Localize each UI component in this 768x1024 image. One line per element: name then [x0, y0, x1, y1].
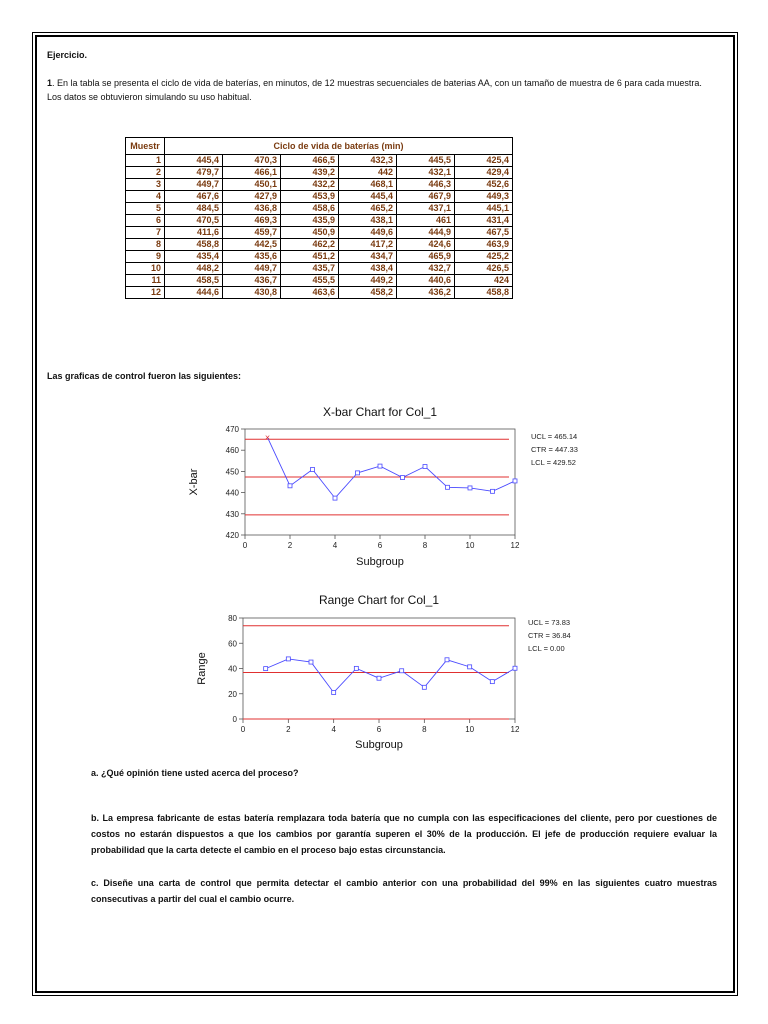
table-cell: 432,1	[397, 167, 455, 179]
table-cell: 453,9	[281, 191, 339, 203]
x-tick-label: 4	[332, 541, 338, 550]
table-row	[126, 287, 513, 299]
y-tick-label: 440	[225, 488, 239, 498]
table-row	[126, 191, 513, 203]
table-cell: 435,7	[281, 263, 339, 275]
y-tick-label: 20	[228, 689, 237, 699]
limit-label: CTR = 36.84	[528, 631, 571, 640]
charts-intro: Las graficas de control fueron las siguientes:	[47, 371, 242, 381]
x-axis-label: Subgroup	[355, 739, 403, 751]
table-cell: 458,5	[165, 275, 223, 287]
data-point	[422, 685, 426, 689]
data-point	[309, 660, 313, 664]
limit-label: LCL = 429.52	[531, 458, 576, 467]
data-point	[378, 464, 382, 468]
table-row	[126, 239, 513, 251]
table-cell: 436,7	[223, 275, 281, 287]
table-cell: 442	[339, 167, 397, 179]
table-row	[126, 263, 513, 275]
row-number: 7	[126, 227, 165, 239]
data-point	[468, 665, 472, 669]
y-tick-label: 60	[228, 639, 237, 649]
table-row	[126, 227, 513, 239]
row-number: 3	[126, 179, 165, 191]
row-number: 2	[126, 167, 165, 179]
data-point	[400, 669, 404, 673]
y-tick-label: 470	[225, 425, 239, 434]
table-cell: 467,6	[165, 191, 223, 203]
row-number: 10	[126, 263, 165, 275]
table-row	[126, 203, 513, 215]
table-cell: 466,1	[223, 167, 281, 179]
data-point	[377, 676, 381, 680]
table-cell: 467,9	[397, 191, 455, 203]
y-axis-label: Range	[196, 652, 208, 685]
table-cell: 449,6	[339, 227, 397, 239]
row-number: 8	[126, 239, 165, 251]
y-tick-label: 420	[225, 531, 239, 540]
row-number: 5	[126, 203, 165, 215]
x-tick-label: 6	[377, 541, 383, 550]
table-cell: 445,1	[455, 203, 513, 215]
table-cell: 458,6	[281, 203, 339, 215]
table-cell: 444,9	[397, 227, 455, 239]
table-cell: 425,2	[455, 251, 513, 263]
table-row	[126, 215, 513, 227]
table-cell: 452,6	[455, 179, 513, 191]
table-cell: 434,7	[339, 251, 397, 263]
table-cell: 417,2	[339, 239, 397, 251]
row-number: 4	[126, 191, 165, 203]
x-tick-label: 2	[287, 541, 293, 550]
table-cell: 484,5	[165, 203, 223, 215]
data-point	[333, 496, 337, 500]
y-tick-label: 460	[225, 446, 239, 456]
table-cell: 437,1	[397, 203, 455, 215]
data-table	[125, 137, 513, 299]
y-tick-label: 40	[228, 664, 237, 674]
table-cell: 450,1	[223, 179, 281, 191]
exercise-heading: Ejercicio.	[47, 50, 88, 60]
series-line	[268, 437, 516, 498]
table-cell: 455,5	[281, 275, 339, 287]
xbar-chart	[185, 400, 578, 575]
data-point	[490, 680, 494, 684]
data-point	[445, 658, 449, 662]
table-row	[126, 179, 513, 191]
table-group-header: Ciclo de vida de baterías (min)	[165, 138, 513, 155]
x-tick-label: 10	[465, 541, 475, 550]
table-cell: 442,5	[223, 239, 281, 251]
table-cell: 425,4	[455, 155, 513, 167]
table-cell: 467,5	[455, 227, 513, 239]
limit-label: CTR = 447.33	[531, 445, 578, 454]
table-cell: 444,6	[165, 287, 223, 299]
data-point	[513, 666, 517, 670]
table-cell: 424,6	[397, 239, 455, 251]
data-point	[513, 479, 517, 483]
table-cell: 465,2	[339, 203, 397, 215]
limit-label: LCL = 0.00	[528, 644, 565, 653]
table-cell: 445,5	[397, 155, 455, 167]
question-c: c. Diseñe una carta de control que permita detectar el cambio anterior con una probabilidad del 99% en las siguientes cuatro muestras consecutivas a partir del cual el cambio ocurre.	[91, 878, 717, 904]
table-cell: 435,9	[281, 215, 339, 227]
x-tick-label: 2	[286, 725, 291, 734]
table-row	[126, 251, 513, 263]
table-cell: 432,2	[281, 179, 339, 191]
y-tick-label: 450	[225, 467, 239, 477]
table-cell: 470,3	[223, 155, 281, 167]
table-cell: 449,3	[455, 191, 513, 203]
data-point	[446, 485, 450, 489]
data-point	[332, 690, 336, 694]
x-tick-label: 0	[242, 541, 248, 550]
data-point	[356, 471, 360, 475]
table-cell: 449,2	[339, 275, 397, 287]
data-point	[491, 489, 495, 493]
row-number: 9	[126, 251, 165, 263]
table-cell: 469,3	[223, 215, 281, 227]
limit-label: UCL = 465.14	[531, 432, 578, 441]
intro-paragraph	[47, 76, 717, 104]
table-cell: 446,3	[397, 179, 455, 191]
table-cell: 438,4	[339, 263, 397, 275]
plot-frame	[243, 618, 515, 719]
x-tick-label: 12	[510, 725, 520, 734]
table-cell: 463,9	[455, 239, 513, 251]
table-cell: 458,2	[339, 287, 397, 299]
intro-number: 1	[47, 78, 53, 88]
limit-label: UCL = 73.83	[528, 618, 571, 627]
table-cell: 445,4	[339, 191, 397, 203]
table-cell: 466,5	[281, 155, 339, 167]
table-cell: 479,7	[165, 167, 223, 179]
table-cell: 432,7	[397, 263, 455, 275]
table-cell: 424	[455, 275, 513, 287]
table-cell: 436,8	[223, 203, 281, 215]
table-cell: 449,7	[223, 263, 281, 275]
x-tick-label: 8	[422, 725, 427, 734]
table-cell: 448,2	[165, 263, 223, 275]
table-cell: 439,2	[281, 167, 339, 179]
table-cell: 468,1	[339, 179, 397, 191]
x-tick-label: 0	[240, 725, 246, 734]
x-tick-label: 4	[331, 725, 336, 734]
question-b: b. La empresa fabricante de estas batería remplazara toda batería que no cumpla con las especificaciones del cliente, pero por cuestiones de costos no estarán dispuestos a que los cambios por garantía superen el 30% de la producción. El jefe de producción requiere evaluar la probabilidad que la carta detecte el cambio en el proceso bajo estas circunstancia.	[91, 813, 717, 855]
table-cell: 465,9	[397, 251, 455, 263]
table-cell: 436,2	[397, 287, 455, 299]
x-axis-label: Subgroup	[356, 556, 404, 568]
table-cell: 458,8	[455, 287, 513, 299]
y-axis-label: X-bar	[188, 468, 200, 496]
table-row	[126, 155, 513, 167]
data-point	[401, 476, 405, 480]
y-tick-label: 80	[228, 614, 237, 623]
row-number: 1	[126, 155, 165, 167]
table-cell: 427,9	[223, 191, 281, 203]
table-cell: 449,7	[165, 179, 223, 191]
x-tick-label: 12	[510, 541, 520, 550]
data-point	[468, 486, 472, 490]
table-cell: 461	[397, 215, 455, 227]
table-cell: 435,6	[223, 251, 281, 263]
table-cell: 470,5	[165, 215, 223, 227]
y-tick-label: 430	[225, 509, 239, 519]
table-cell: 451,2	[281, 251, 339, 263]
data-point	[354, 666, 358, 670]
table-cell: 458,8	[165, 239, 223, 251]
x-tick-label: 6	[376, 725, 382, 734]
intro-text: . En la tabla se presenta el ciclo de vida de baterías, en minutos, de 12 muestras secuenciales de baterias AA, con un tamaño de muestra de 6 para cada muestra. Los datos se obtuvieron simulando su uso habitual.	[47, 78, 702, 102]
x-tick-label: 10	[465, 725, 475, 734]
table-cell: 432,3	[339, 155, 397, 167]
row-number: 12	[126, 287, 165, 299]
table-cell: 459,7	[223, 227, 281, 239]
x-tick-label: 8	[422, 541, 428, 550]
data-point	[423, 465, 427, 469]
table-cell: 445,4	[165, 155, 223, 167]
data-point	[311, 467, 315, 471]
table-cell: 411,6	[165, 227, 223, 239]
table-cell: 429,4	[455, 167, 513, 179]
table-col-header: Muestr	[126, 138, 165, 155]
question-a: a. ¿Qué opinión tiene usted acerca del proceso?	[91, 768, 299, 778]
range-chart	[185, 588, 571, 758]
table-cell: 426,5	[455, 263, 513, 275]
table-cell: 463,6	[281, 287, 339, 299]
plot-frame	[245, 429, 515, 535]
table-cell: 462,2	[281, 239, 339, 251]
chart-title: Range Chart for Col_1	[318, 593, 440, 607]
table-cell: 438,1	[339, 215, 397, 227]
data-point	[264, 667, 268, 671]
table-row	[126, 275, 513, 287]
row-number: 11	[126, 275, 165, 287]
table-cell: 450,9	[281, 227, 339, 239]
table-row	[126, 167, 513, 179]
y-tick-label: 0	[232, 715, 237, 724]
row-number: 6	[126, 215, 165, 227]
chart-title: X-bar Chart for Col_1	[322, 405, 438, 419]
series-line	[266, 659, 515, 693]
out-of-control-marker: ×	[264, 432, 271, 443]
data-point	[286, 657, 290, 661]
table-cell: 435,4	[165, 251, 223, 263]
table-cell: 430,8	[223, 287, 281, 299]
data-point	[288, 484, 292, 488]
table-cell: 431,4	[455, 215, 513, 227]
table-cell: 440,6	[397, 275, 455, 287]
